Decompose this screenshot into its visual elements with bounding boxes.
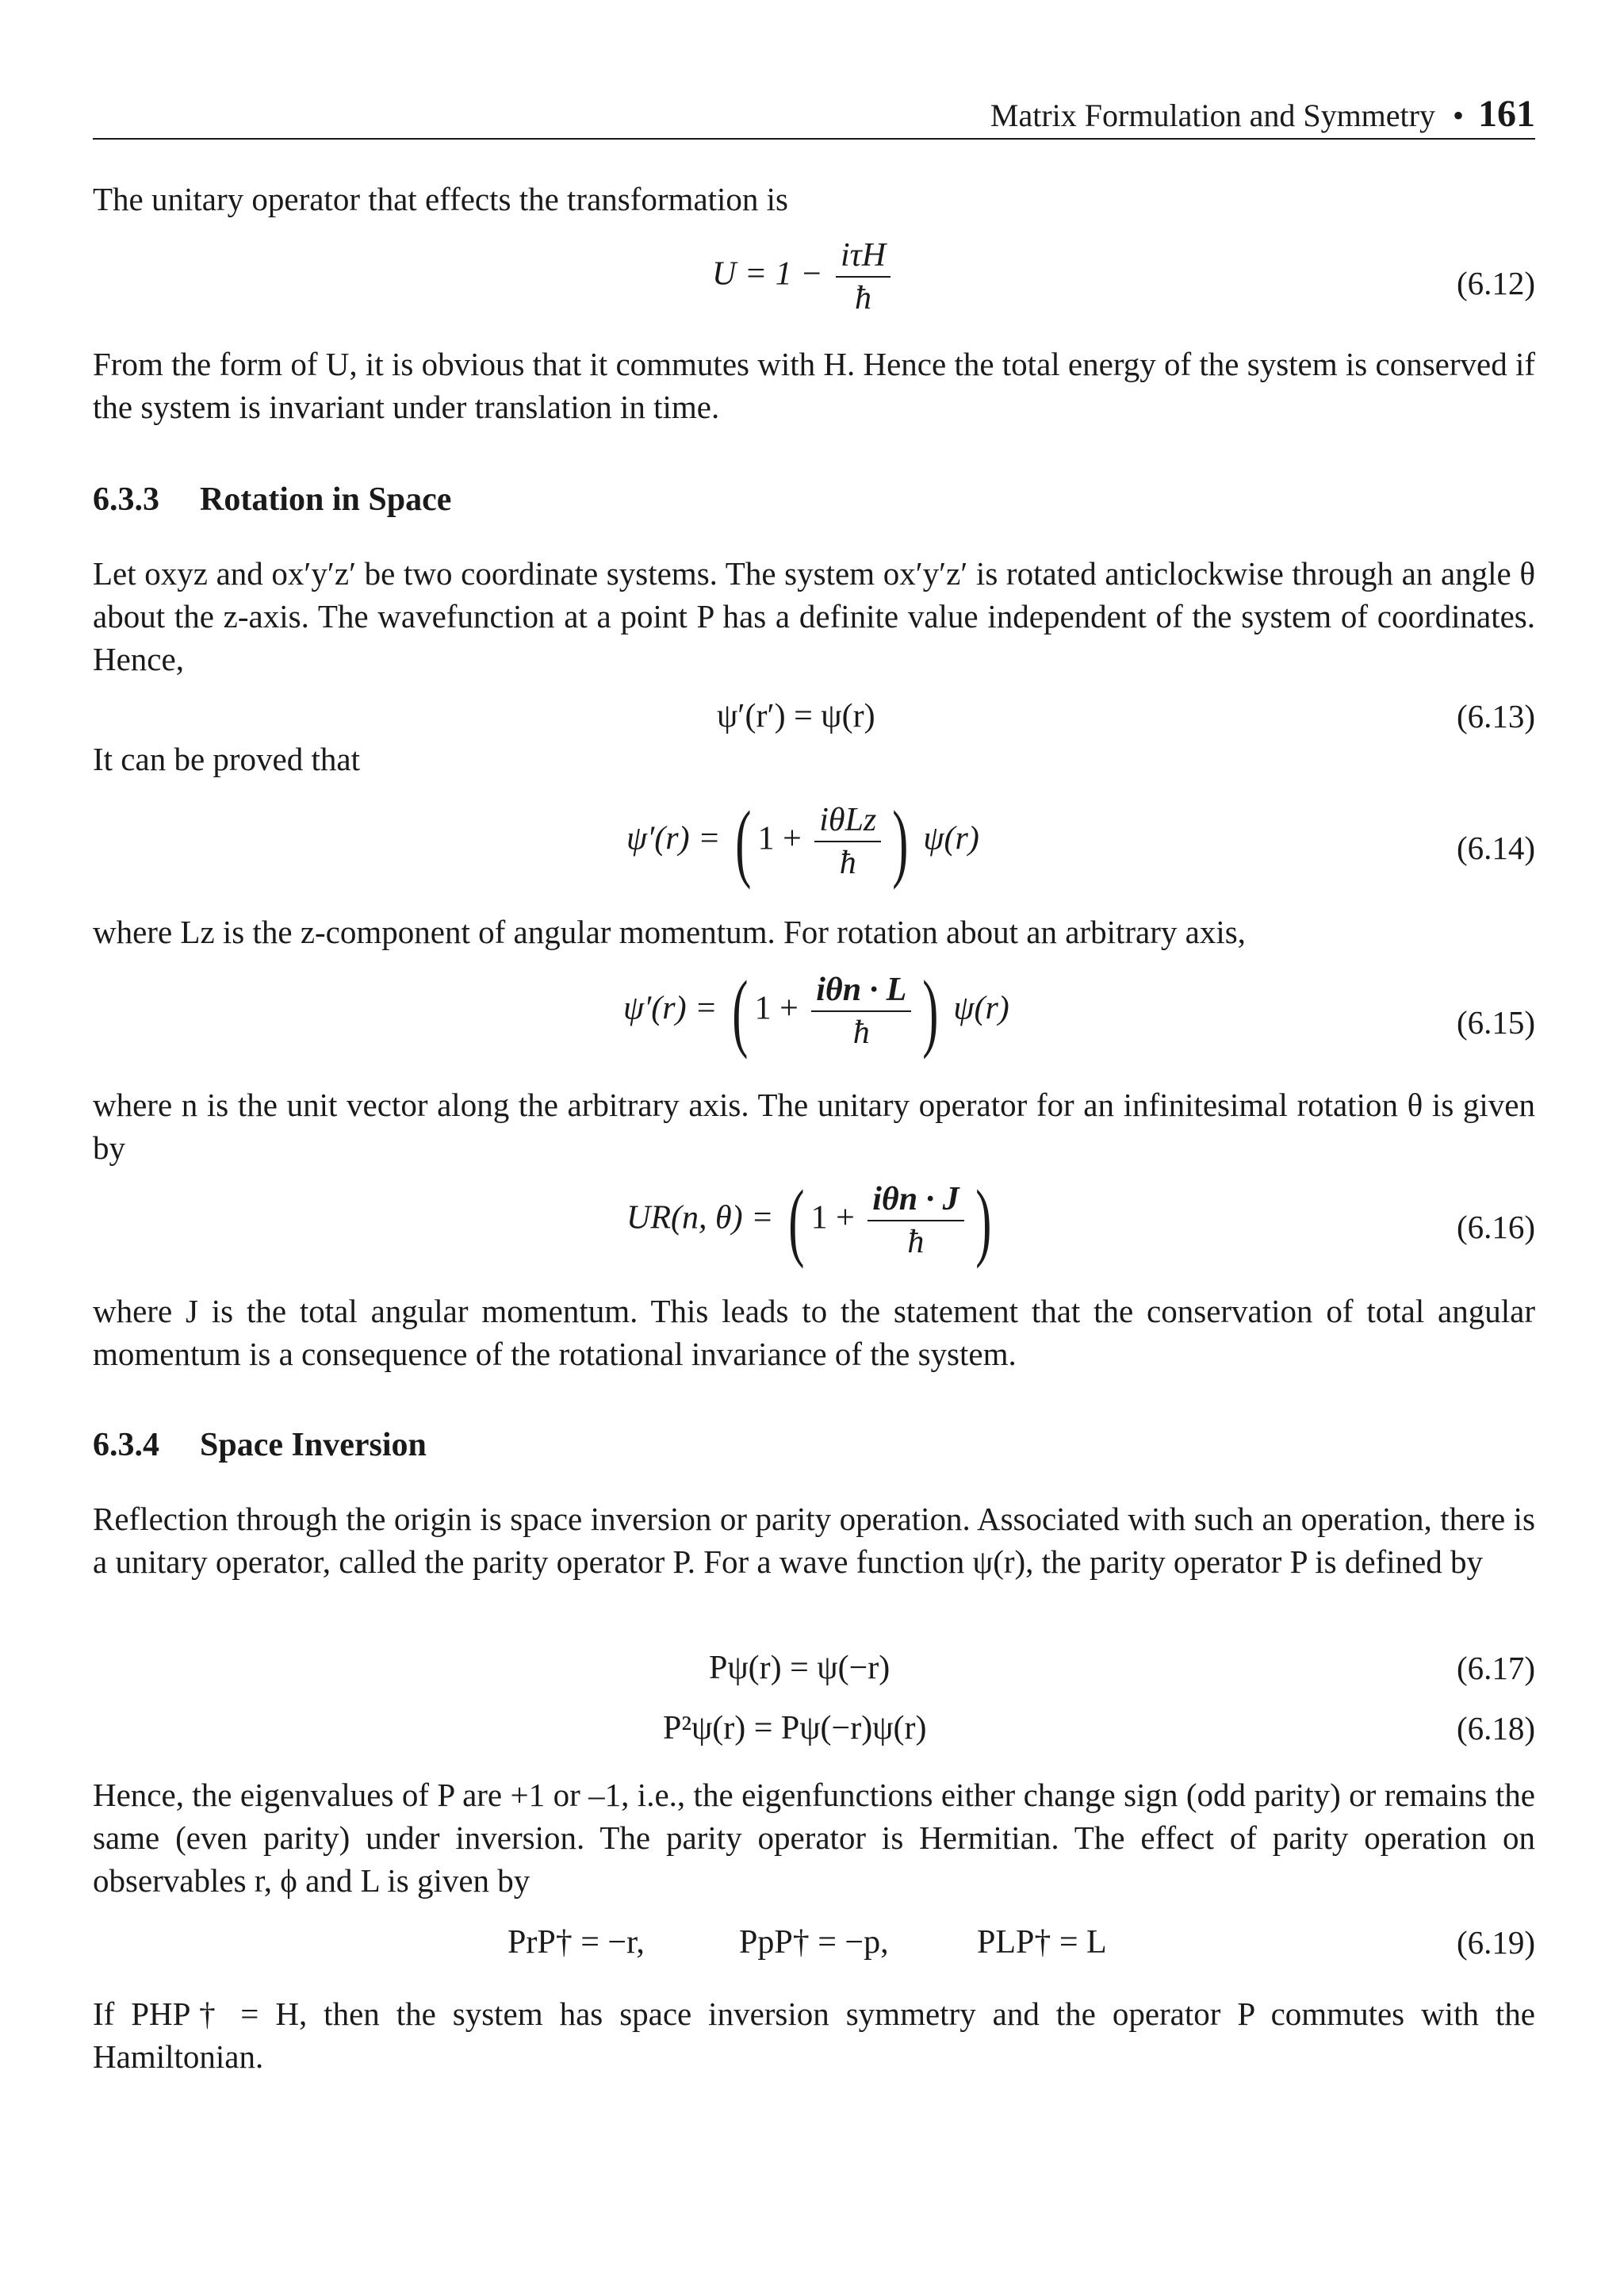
eq-numerator: iθLz <box>814 799 881 842</box>
paragraph-text: Hence, the eigenvalues of P are +1 or –1, i.e., the eigenfunctions either change sign (odd parity) or remains the same (even parity) under inversion. The parity operator is Hermitian. The effect of parity operation on observables r, ϕ and L is given by <box>93 1777 1535 1899</box>
eq-one: 1 + <box>810 1199 855 1236</box>
paragraph-text: Let oxyz and ox′y′z′ be two coordinate systems. The system ox′y′z′ is rotated anticlockwise through an angle θ about the z-axis. The wavefunction at a point P has a definite value independent of the system of coordinates. Hence, <box>93 555 1535 677</box>
right-paren: ) <box>922 963 939 1060</box>
paragraph-1 <box>93 178 1535 220</box>
bullet-separator: • <box>1452 98 1464 133</box>
equation-number: (6.17) <box>1456 1650 1535 1686</box>
page-number: 161 <box>1478 93 1535 135</box>
section-number: 6.3.3 <box>93 481 159 518</box>
equation-number: (6.12) <box>1456 265 1535 301</box>
section-heading-6-3-3 <box>93 477 451 522</box>
section-title: Rotation in Space <box>200 481 452 518</box>
equation-6-13: ψ′(r′) = ψ(r) <box>717 698 875 734</box>
equation-number: (6.14) <box>1456 830 1535 866</box>
equation-number: (6.13) <box>1456 698 1535 734</box>
eq-numerator: iθn · J <box>868 1179 963 1221</box>
eq-rhs: ψ(r) <box>923 820 979 857</box>
left-paren: ( <box>732 963 749 1060</box>
paragraph-text: It can be proved that <box>93 741 360 777</box>
paragraph-4 <box>93 738 1535 780</box>
eq-denominator: ħ <box>855 280 872 316</box>
left-paren: ( <box>788 1172 805 1269</box>
equation-6-18: P²ψ(r) = Pψ(−r)ψ(r) <box>663 1710 927 1746</box>
paragraph-5 <box>93 911 1535 953</box>
eq-rhs: ψ(r) <box>953 990 1009 1027</box>
paragraph-text: From the form of U, it is obvious that it commutes with H. Hence the total energy of the system is conserved if the system is invariant under translation in time. <box>93 346 1535 425</box>
eq-one: 1 + <box>754 990 799 1027</box>
paragraph-text: The unitary operator that effects the transformation is <box>93 181 789 217</box>
paragraph-2 <box>93 343 1535 428</box>
equation-number: (6.18) <box>1456 1710 1535 1746</box>
section-heading-6-3-4 <box>93 1423 427 1467</box>
equation-6-12 <box>712 235 895 319</box>
eq-fraction <box>814 799 881 884</box>
right-paren: ) <box>892 793 909 890</box>
equation-6-14 <box>626 793 979 890</box>
paragraph-3 <box>93 552 1535 681</box>
equation-number: (6.15) <box>1456 1004 1535 1041</box>
eq-denominator: ħ <box>907 1224 925 1260</box>
header-rule <box>93 138 1535 140</box>
eq-lhs: UR(n, θ) = <box>626 1199 774 1236</box>
eq-lhs: ψ′(r) = <box>623 990 718 1027</box>
section-number: 6.3.4 <box>93 1427 159 1463</box>
paragraph-text: where n is the unit vector along the arbitrary axis. The unitary operator for an infinitesimal rotation θ is given by <box>93 1087 1535 1166</box>
left-paren: ( <box>735 793 752 890</box>
paragraph-text: where J is the total angular momentum. This leads to the statement that the conservation of total angular momentum is a consequence of the rotational invariance of the system. <box>93 1293 1535 1372</box>
paragraph-9 <box>93 1773 1535 1902</box>
paragraph-text: If PHP† = H, then the system has space inversion symmetry and the operator P commutes with the Hamiltonian. <box>93 1996 1535 2075</box>
equation-6-16 <box>626 1172 998 1269</box>
running-head <box>93 89 1535 140</box>
equation-6-19-part-1: PrP† = −r, <box>508 1924 645 1961</box>
equation-6-15 <box>623 963 1009 1060</box>
eq-lhs: U = 1 − <box>712 255 823 293</box>
eq-numerator: iτH <box>836 235 891 278</box>
eq-fraction <box>868 1179 963 1263</box>
running-title: Matrix Formulation and Symmetry <box>990 98 1435 133</box>
eq-lhs: ψ′(r) = <box>626 820 721 857</box>
section-title: Space Inversion <box>200 1427 427 1463</box>
equation-number: (6.19) <box>1456 1924 1535 1961</box>
equation-6-17: Pψ(r) = ψ(−r) <box>709 1650 891 1686</box>
eq-denominator: ħ <box>839 845 856 881</box>
equation-6-19-part-2: PpP† = −p, <box>739 1924 889 1961</box>
eq-numerator: iθn · L <box>811 969 911 1012</box>
eq-denominator: ħ <box>852 1014 870 1051</box>
equation-6-19-part-3: PLP† = L <box>977 1924 1107 1961</box>
eq-fraction <box>836 235 891 319</box>
paragraph-text: where Lz is the z-component of angular momentum. For rotation about an arbitrary axis, <box>93 914 1246 950</box>
equation-number: (6.16) <box>1456 1209 1535 1245</box>
paragraph-text: Reflection through the origin is space inversion or parity operation. Associated with such an operation, there is a unitary operator, called the parity operator P. For a wave function ψ(r), the parity operator P is defined by <box>93 1501 1535 1580</box>
paragraph-7 <box>93 1290 1535 1375</box>
paragraph-10 <box>93 1992 1535 2078</box>
right-paren: ) <box>975 1172 991 1269</box>
paragraph-8 <box>93 1497 1535 1583</box>
eq-fraction <box>811 969 911 1053</box>
paragraph-6 <box>93 1083 1535 1169</box>
eq-one: 1 + <box>757 820 802 857</box>
